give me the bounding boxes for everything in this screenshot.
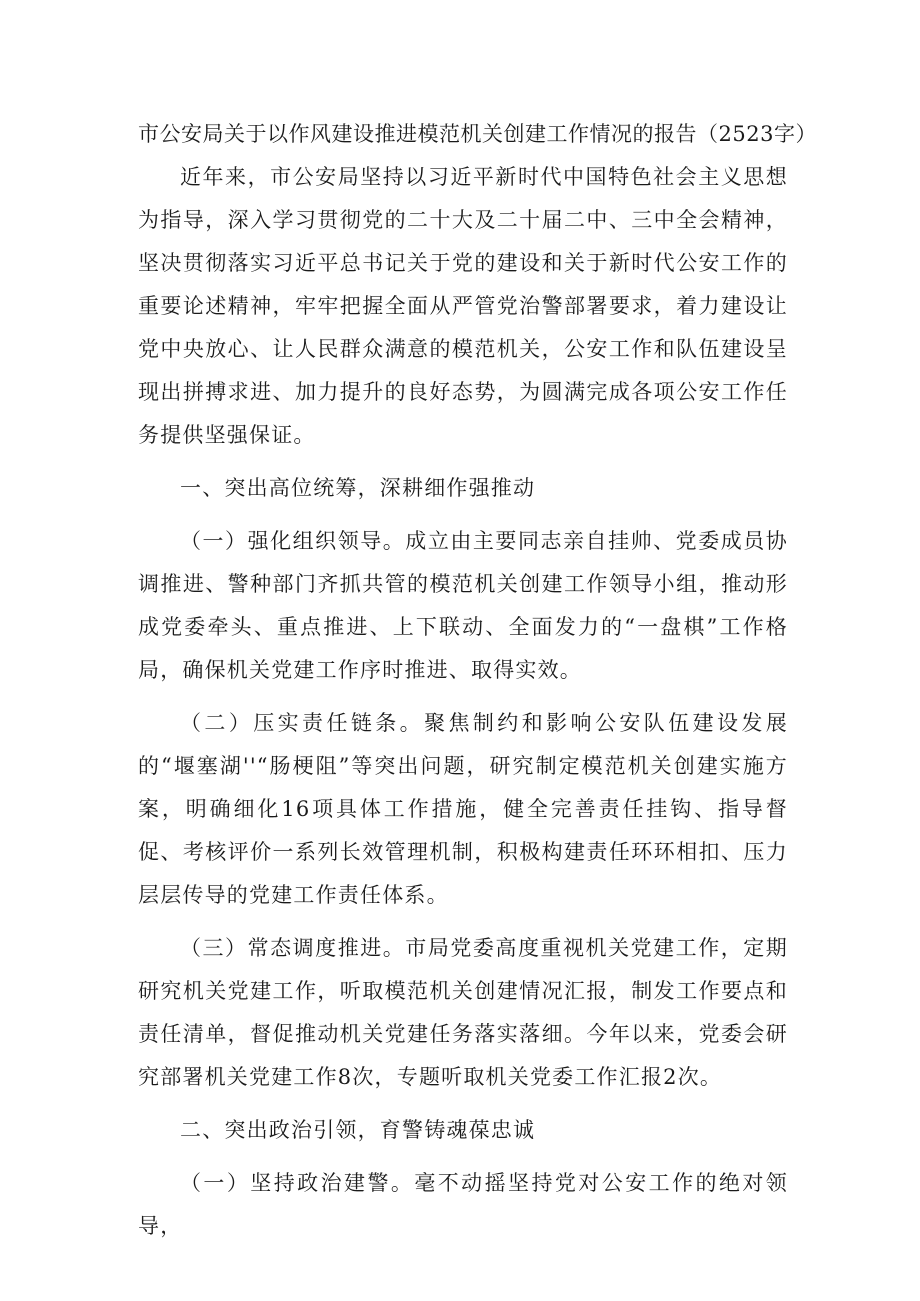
section-heading-2: 二、突出政治引领，育警铸魂葆忠诚 bbox=[180, 1118, 536, 1142]
intro-paragraph: 近年来，市公安局坚持以习近平新时代中国特色社会主义思想为指导，深入学习贯彻党的二十大及二十届二中、三中全会精神，坚决贯彻落实习近平总书记关于党的建设和关于新时代公安工作的重要论述精神，牢牢把握全面从严管党治警部署要求，着力建设让党中央放心、让人民群众满意的模范机关，公安工作和队伍建设呈现出拼搏求进、加力提升的良好态势，为圆满完成各项公安工作任务提供坚强保证。 bbox=[138, 165, 788, 447]
section1-item-2: （二）压实责任链条。聚焦制约和影响公安队伍建设发展的“堰塞湖''“肠梗阻”等突出问题，研究制定模范机关创建实施方案，明确细化16项具体工作措施，健全完善责任挂钩、指导督促、考核评价一系列长效管理机制，积极构建责任环环相扣、压力层层传导的党建工作责任体系。 bbox=[138, 711, 788, 907]
section2-item-1: （一）坚持政治建警。毫不动摇坚持党对公安工作的绝对领导， bbox=[138, 1171, 788, 1238]
section1-item-1: （一）强化组织领导。成立由主要同志亲自挂帅、党委成员协调推进、警种部门齐抓共管的模范机关创建工作领导小组，推动形成党委牵头、重点推进、上下联动、全面发力的“一盘棋”工作格局，确保机关党建工作序时推进、取得实效。 bbox=[138, 529, 788, 682]
section-heading-1: 一、突出高位统筹，深耕细作强推动 bbox=[180, 476, 536, 500]
document-page bbox=[138, 112, 817, 1258]
section1-item-3: （三）常态调度推进。市局党委高度重视机关党建工作，定期研究机关党建工作，听取模范机关创建情况汇报，制发工作要点和责任清单，督促推动机关党建任务落实落细。今年以来，党委会研究部署机关党建工作8次，专题听取机关党委工作汇报2次。 bbox=[138, 936, 788, 1089]
document-title: 市公安局关于以作风建设推进模范机关创建工作情况的报告（2523字） bbox=[138, 122, 817, 146]
